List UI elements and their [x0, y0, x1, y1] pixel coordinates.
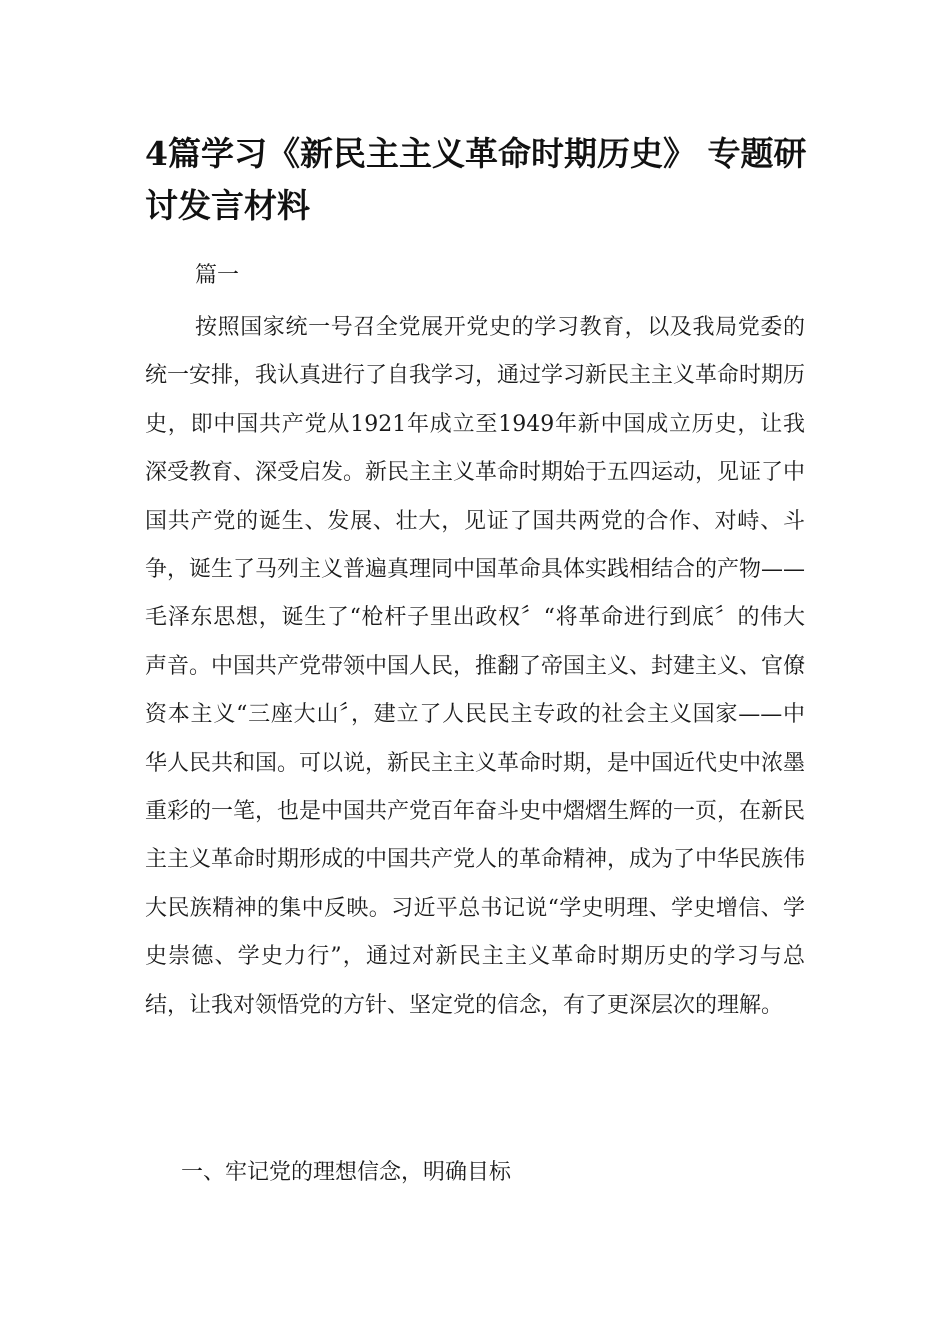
- document-title: 4篇学习《新民主主义革命时期历史》 专题研讨发言材料: [145, 134, 807, 225]
- section-heading: 一、牢记党的理想信念，明确目标: [181, 1160, 512, 1185]
- section-label: 篇一: [195, 263, 240, 288]
- body-paragraph: 按照国家统一号召全党展开党史的学习教育，以及我局党委的统一安排，我认真进行了自我学习，通过学习新民主主义革命时期历史，即中国共产党从1921年成立至1949年新中国成立历史，让我深受教育、深受启发。新民主主义革命时期始于五四运动，见证了中国共产党的诞生、发展、壮大，见证了国共两党的合作、对峙、斗争，诞生了马列主义普遍真理同中国革命具体实践相结合的产物——毛泽东思想，诞生了“枪杆子里出政权〞“将革命进行到底〞的伟大声音。中国共产党带领中国人民，推翻了帝国主义、封建主义、官僚资本主义“三座大山〞，建立了人民民主专政的社会主义国家——中华人民共和国。可以说，新民主主义革命时期，是中国近代史中浓墨重彩的一笔，也是中国共产党百年奋斗史中熠熠生辉的一页，在新民主主义革命时期形成的中国共产党人的革命精神，成为了中华民族伟大民族精神的集中反映。习近平总书记说“学史明理、学史增信、学史崇德、学史力行”，通过对新民主主义革命时期历史的学习与总结，让我对领悟党的方针、坚定党的信念，有了更深层次的理解。: [145, 315, 806, 1018]
